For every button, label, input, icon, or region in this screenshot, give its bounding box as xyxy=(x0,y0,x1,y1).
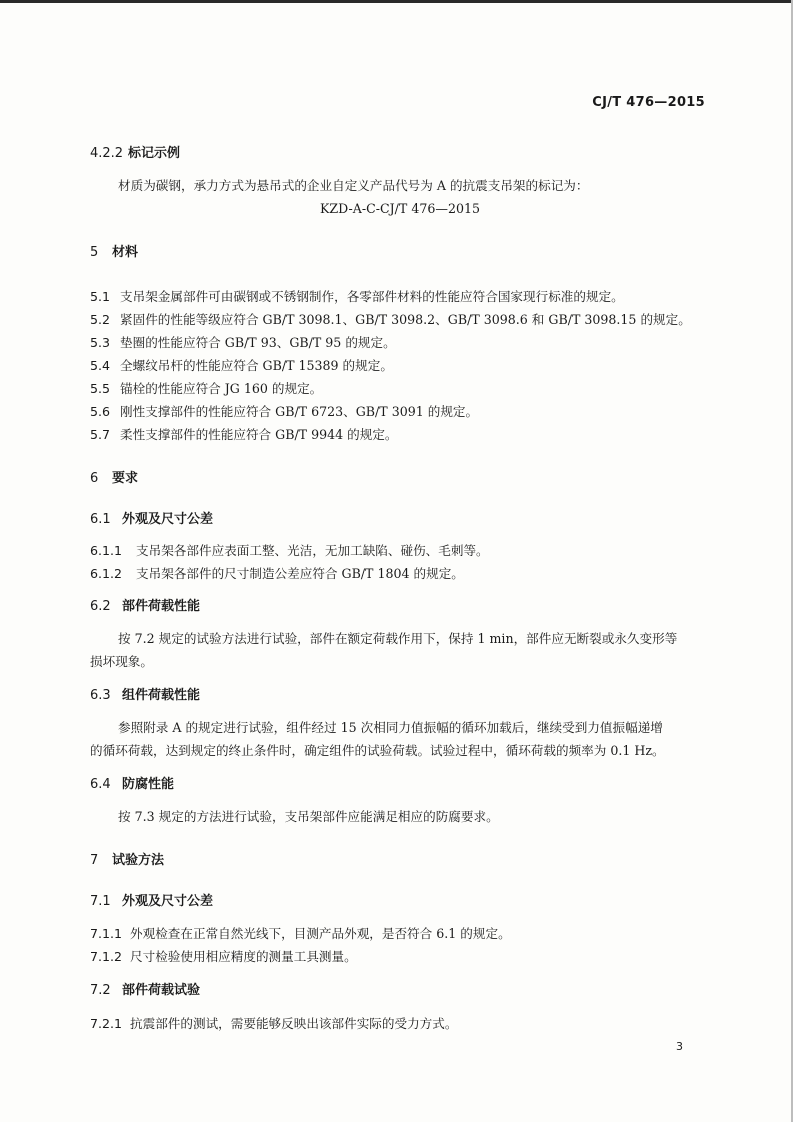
section-6-heading: 6 要求 xyxy=(90,471,139,486)
section-title: 材料 xyxy=(112,245,139,260)
section-6-2-text-line1: 按 7.2 规定的试验方法进行试验，部件在额定荷载作用下，保持 1 min，部件应无断裂或永久变形等 xyxy=(118,631,678,646)
clause-5-6: 5.6 刚性支撑部件的性能应符合 GB/T 6723、GB/T 3091 的规定。 xyxy=(90,404,479,419)
clause-5-4: 5.4 全螺纹吊杆的性能应符合 GB/T 15389 的规定。 xyxy=(90,358,393,373)
section-6-2-text-line2: 损坏现象。 xyxy=(90,654,153,669)
section-title: 标记示例 xyxy=(128,146,181,161)
clause-6-1-2: 6.1.2 支吊架各部件的尺寸制造公差应符合 GB/T 1804 的规定。 xyxy=(90,566,464,581)
section-6-4-heading: 6.4 防腐性能 xyxy=(90,777,175,792)
section-7-2-heading: 7.2 部件荷载试验 xyxy=(90,983,201,998)
section-7-1-heading: 7.1 外观及尺寸公差 xyxy=(90,894,214,909)
section-6-2-heading: 6.2 部件荷载性能 xyxy=(90,599,201,614)
section-5-heading xyxy=(90,245,138,261)
clause-5-2: 5.2 紧固件的性能等级应符合 GB/T 3098.1、GB/T 3098.2、GB/T 3098.6 和 GB/T 3098.15 的规定。 xyxy=(90,312,691,327)
document-code-header: CJ/T 476—2015 xyxy=(592,95,705,110)
section-6-3-heading: 6.3 组件荷载性能 xyxy=(90,688,201,703)
marking-example-text: 材质为碳钢，承力方式为悬吊式的企业自定义产品代号为 A 的抗震支吊架的标记为： xyxy=(118,178,589,193)
section-6-4-text: 按 7.3 规定的方法进行试验，支吊架部件应能满足相应的防腐要求。 xyxy=(118,809,499,824)
clause-6-1-1: 6.1.1 支吊架各部件应表面工整、光洁，无加工缺陷、碰伤、毛刺等。 xyxy=(90,543,489,558)
clause-5-5: 5.5 锚栓的性能应符合 JG 160 的规定。 xyxy=(90,381,323,396)
clause-5-7: 5.7 柔性支撑部件的性能应符合 GB/T 9944 的规定。 xyxy=(90,427,398,442)
page-number: 3 xyxy=(676,1040,683,1053)
clause-7-1-1: 7.1.1 外观检查在正常自然光线下，目测产品外观，是否符合 6.1 的规定。 xyxy=(90,926,511,941)
section-7-heading: 7 试验方法 xyxy=(90,853,165,868)
section-6-3-text-line1: 参照附录 A 的规定进行试验，组件经过 15 次相同力值振幅的循环加载后，继续受到力值振幅递增 xyxy=(118,720,663,735)
section-number: 4.2.2 xyxy=(90,146,124,161)
top-border xyxy=(0,0,793,3)
marking-code: KZD-A-C-CJ/T 476—2015 xyxy=(320,201,480,216)
section-4-2-2-heading xyxy=(90,146,180,162)
section-number: 5 xyxy=(90,245,99,260)
clause-5-3: 5.3 垫圈的性能应符合 GB/T 93、GB/T 95 的规定。 xyxy=(90,335,396,350)
section-6-3-text-line2: 的循环荷载，达到规定的终止条件时，确定组件的试验荷载。试验过程中，循环荷载的频率为 0.1 Hz。 xyxy=(90,743,665,758)
clause-7-1-2: 7.1.2 尺寸检验使用相应精度的测量工具测量。 xyxy=(90,949,357,964)
clause-5-1: 5.1 支吊架金属部件可由碳钢或不锈钢制作，各零部件材料的性能应符合国家现行标准的规定。 xyxy=(90,289,624,304)
clause-7-2-1: 7.2.1 抗震部件的测试，需要能够反映出该部件实际的受力方式。 xyxy=(90,1016,458,1031)
section-6-1-heading: 6.1 外观及尺寸公差 xyxy=(90,512,214,527)
